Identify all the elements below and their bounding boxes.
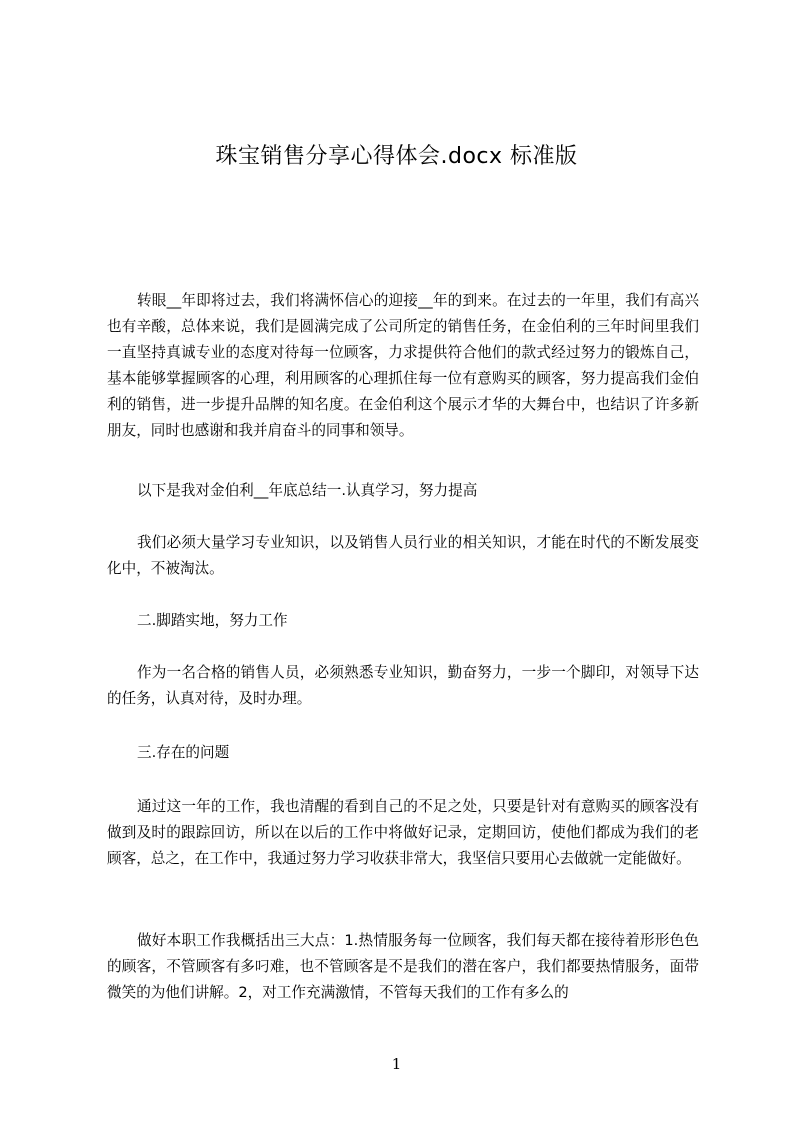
- section-heading-three: 三.存在的问题: [137, 744, 230, 761]
- paragraph-intro: 转眼__年即将过去，我们将满怀信心的迎接__年的到来。在过去的一年里，我们有高兴也有辛酸，总体来说，我们是圆满完成了公司所定的销售任务，在金伯利的三年时间里我们一直坚持真诚专业的态度对待每一位顾客，力求提供符合他们的款式经过努力的锻炼自己，基本能够掌握顾客的心理，利用顾客的心理抓住每一位有意购买的顾客，努力提高我们金伯利的销售，进一步提升品牌的知名度。在金伯利这个展示才华的大舞台中，也结识了许多新朋友，同时也感谢和我并肩奋斗的同事和领导。: [107, 292, 699, 439]
- document-title: 珠宝销售分享心得体会.docx 标准版: [215, 144, 578, 169]
- paragraph-three-points: 做好本职工作我概括出三大点：1.热情服务每一位顾客，我们每天都在接待着形形色色的顾客，不管顾客有多叼难，也不管顾客是不是我们的潜在客户，我们都要热情服务，面带微笑的为他们讲解。2，对工作充满激情，不管每天我们的工作有多么的: [107, 932, 699, 1001]
- paragraph-problems: 通过这一年的工作，我也清醒的看到自己的不足之处，只要是针对有意购买的顾客没有做到及时的跟踪回访，所以在以后的工作中将做好记录，定期回访，使他们都成为我们的老顾客，总之，在工作中，我通过努力学习收获非常大，我坚信只要用心去做就一定能做好。: [107, 798, 699, 867]
- section-heading-two: 二.脚踏实地，努力工作: [137, 612, 288, 629]
- paragraph-work: 作为一名合格的销售人员，必须熟悉专业知识，勤奋努力，一步一个脚印，对领导下达的任务，认真对待，及时办理。: [107, 664, 699, 707]
- paragraph-study: 我们必须大量学习专业知识，以及销售人员行业的相关知识，才能在时代的不断发展变化中，不被淘汰。: [107, 534, 699, 577]
- paragraph-summary-intro: 以下是我对金伯利__年底总结一.认真学习，努力提高: [137, 482, 478, 499]
- page-number: 1: [391, 1055, 402, 1073]
